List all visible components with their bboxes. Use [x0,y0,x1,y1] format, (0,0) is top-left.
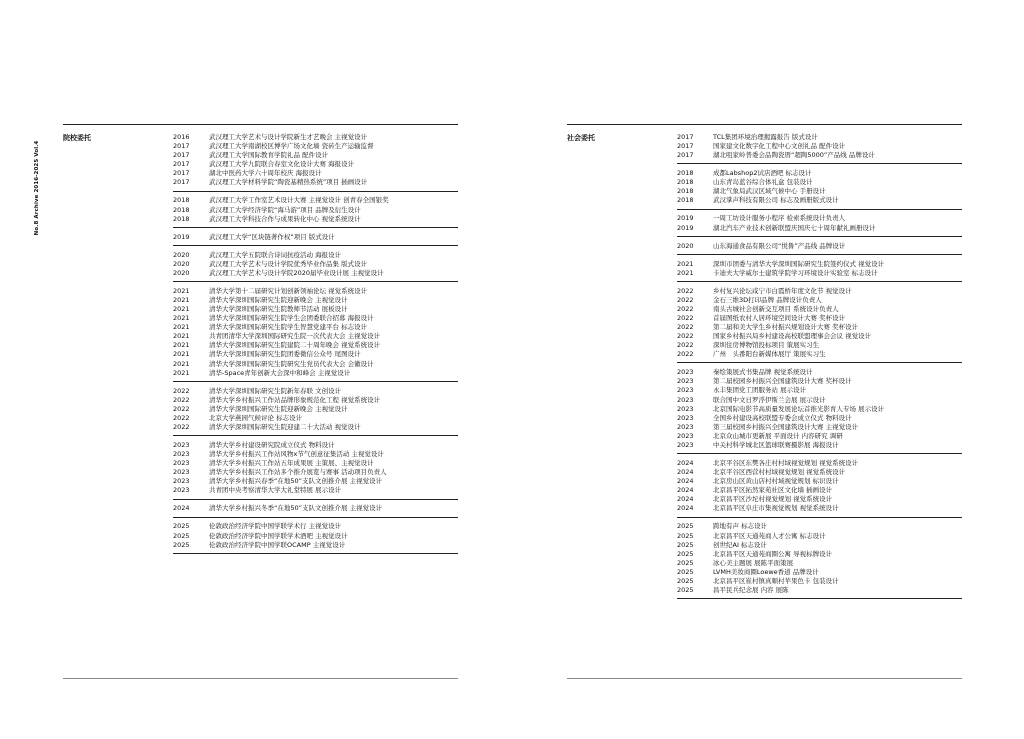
entry-row [677,178,962,187]
entry-year: 2022 [173,404,190,413]
entry-row [677,414,962,423]
bottom-rule [63,678,458,679]
entry-year: 2017 [677,151,694,160]
entry-text: 第二届和美大学生乡村振兴规划设计大赛 奖杯设计 [713,322,859,331]
entry-text: 伦敦政治经济学院中国学联学术酒吧 主视觉设计 [209,531,348,540]
entry-row [173,287,458,296]
entry-text: 全国乡村建设高校联盟专委会成立仪式 物料设计 [713,413,852,422]
entry-row [677,386,962,395]
entry-year: 2025 [677,549,694,558]
entry-text: 武汉理工大学工作室艺术设计大赛 主视觉设计 创青春全国银奖 [209,196,389,205]
entry-year: 2023 [677,377,694,386]
entry-year: 2021 [173,341,190,350]
entry-year: 2024 [677,477,694,486]
entry-year: 2016 [173,133,190,141]
entry-row [173,215,458,224]
entry-year: 2023 [677,395,694,404]
entry-row [173,260,458,269]
entry-year: 2021 [677,268,694,277]
entry-text: 跨地有声 标志设计 [713,522,768,531]
entry-text: 北京昌平区崔村镇真顺村苹果色卡 包装设计 [713,576,839,585]
entry-year: 2020 [173,268,190,277]
entry-year: 2021 [173,350,190,359]
entry-text: 清华大学深圳国际研究生院学生智慧党建平台 标志设计 [209,323,368,332]
entry-row [173,405,458,414]
entry-text: 武汉理工大学“区块链著作权”项目 版式设计 [209,232,335,241]
entry-text: 武汉理工大学国际教育学院礼品 配件设计 [209,151,329,160]
entry-year: 2023 [677,440,694,449]
entry-row [173,314,458,323]
entry-row [677,550,962,559]
entry-text: 武汉理工大学经济学院“海马游”项目 品牌及衍生设计 [209,205,361,214]
entry-row [173,196,458,205]
top-rule [63,124,458,125]
entry-text: 国家乡村振兴局乡村建设高校联盟理事会会议 视觉设计 [713,332,872,341]
entry-text: 清华大学乡村振兴工作站多个推介展览与赛事 活动项目负责人 [209,468,387,477]
top-rule [567,124,962,125]
section-heading: 院校委托 [63,134,91,142]
entry-row [677,242,962,251]
entry-year: 2023 [173,477,190,486]
entry-text: 清华大学深圳国际研究生院团委微信公众号 尾图设计 [209,350,361,359]
entry-row [173,504,458,513]
entry-row [173,486,458,495]
entry-text: 联合国中文日罗浮伊斯兰会展 展示设计 [713,395,826,404]
entry-year: 2025 [173,540,190,549]
entry-row [677,532,962,541]
entry-year: 2018 [677,187,694,196]
spine-text: No.8 Archive 2016-2025 Vol.4 [34,140,40,236]
entry-row [677,559,962,568]
entry-year: 2025 [677,522,694,531]
entry-row [677,169,962,178]
entry-text: 山东青岛蓝谷综合体礼盒 包装设计 [713,178,813,187]
year-group [173,251,458,282]
entry-row [173,305,458,314]
entry-text: 清华大学深圳国际研究生院迎新晚会 主视觉设计 [209,295,348,304]
entry-year: 2024 [677,468,694,477]
entry-text: 湖北中医药大学六十周年校庆 海报设计 [209,169,322,178]
entry-year: 2023 [677,413,694,422]
entry-row [677,441,962,450]
entry-text: 第三届校园乡村振兴全国建筑设计大赛 主视觉设计 [713,422,859,431]
entry-year: 2021 [173,368,190,377]
entry-text: 武汉理工大学艺术与设计学院新生才艺晚会 主视觉设计 [209,133,368,141]
entry-text: 北京平谷区东樊各庄村村域视觉规划 视觉系统设计 [713,458,859,467]
year-group [173,522,458,553]
entry-text: 北京昌平区阜庄市集视觉规划 视觉系统设计 [713,504,839,513]
entry-text: 湖北咀家岭普委会品陶瓷厝“超陶5000”产品线 品牌设计 [713,151,875,160]
entry-text: 清华大学深圳国际研究生院研究生党员代表大会 会徽设计 [209,359,374,368]
entry-row [677,323,962,332]
entry-year: 2022 [677,350,694,359]
entry-year: 2019 [173,232,190,241]
entry-text: 冰心美主题展 展陈平面策展 [713,558,794,567]
entry-year: 2025 [677,540,694,549]
entry-year: 2022 [677,341,694,350]
entry-text: 清华大学深圳国际研究生院迎新晚会 主视觉设计 [209,404,348,413]
entry-text: 清华大学乡村振兴春季“在地50”支队文创推介展 主视觉设计 [209,477,383,486]
entry-year: 2023 [173,459,190,468]
entry-text: 清华-Space青年创新大会深中和峰会 主视觉设计 [209,368,351,377]
entry-year: 2021 [173,314,190,323]
entry-row [173,341,458,350]
entry-text: 深圳市团委与清华大学深圳国际研究生院签约仪式 视觉设计 [713,259,885,268]
entry-text: 湖北汽车产业技术创新联盟庆国庆七十周年献礼画册设计 [713,223,876,232]
entry-text: 昌平民兵纪念展 内容 展陈 [713,586,789,595]
entry-text: 广州 头番阳台新媒体展厅 策展实习生 [713,350,826,359]
entry-row [677,459,962,468]
entry-year: 2022 [677,295,694,304]
entry-row [173,423,458,432]
entry-row [173,178,458,187]
entry-row [677,187,962,196]
entry-text: 山东海通食品有限公司“悦鲁”产品线 品牌设计 [713,241,846,250]
entry-row [677,368,962,377]
entry-row [677,432,962,441]
entry-text: 永丰集团党工团服务站 展示设计 [713,386,807,395]
entry-text: 伦敦政治经济学院中国学联OCAMP 主视觉设计 [209,540,346,549]
entry-year: 2022 [173,395,190,404]
entry-year: 2017 [173,160,190,169]
entry-year: 2018 [677,196,694,205]
entry-text: 武汉理工大学南湖校区博学广场文化墙 瓷砖生产运输监督 [209,142,374,151]
entry-year: 2025 [677,567,694,576]
entry-row [677,305,962,314]
entry-year: 2025 [677,558,694,567]
entry-year: 2018 [173,205,190,214]
entry-row [677,541,962,550]
entry-year: 2023 [173,486,190,495]
entry-year: 2023 [677,431,694,440]
entry-text: 武汉理工大学科技合作与成果转化中心 视觉系统设计 [209,214,361,223]
entry-year: 2018 [173,196,190,205]
year-group [677,287,962,364]
entry-row [173,142,458,151]
entry-row [677,296,962,305]
entry-text: 清华大学乡村建设研究院成立仪式 物料设计 [209,440,335,449]
entry-row [173,332,458,341]
entry-year: 2024 [677,495,694,504]
year-group [677,459,962,518]
entry-row [677,341,962,350]
entry-row [677,495,962,504]
entry-year: 2023 [677,422,694,431]
entry-row [173,151,458,160]
year-group [677,169,962,209]
entry-year: 2019 [677,223,694,232]
entry-text: 清华大学第十二届研究计划创新领袖论坛 视觉系统设计 [209,286,368,295]
entry-year: 2020 [677,241,694,250]
entry-year: 2021 [173,332,190,341]
entry-row [677,151,962,160]
entry-row [173,251,458,260]
entry-row [677,142,962,151]
entry-year: 2023 [173,440,190,449]
entry-row [677,377,962,386]
entry-year: 2022 [677,313,694,322]
entry-text: 国家建文化数字化工程中心文创礼品 配件设计 [713,142,846,151]
entry-year: 2025 [173,522,190,531]
entry-text: 清华大学深圳国际研究生院新年春联 文创设计 [209,386,342,395]
entry-row [173,414,458,423]
entry-year: 2017 [677,133,694,141]
entry-row [173,396,458,405]
entry-text: 清华大学乡村振兴冬季“在地50”支队文创推介展 主视觉设计 [209,504,383,513]
entry-year: 2022 [173,413,190,422]
entry-row [677,577,962,586]
entry-row [173,269,458,278]
entry-text: TCL集团环境治理揭露报告 版式设计 [713,133,818,141]
year-group [173,133,458,192]
entry-text: 清华大学深圳国际研究生院建院二十周年晚会 视觉系统设计 [209,341,381,350]
entry-row [173,387,458,396]
entry-text: 共青团清华大学深圳国际研究生院一次代表大会 主视觉设计 [209,332,381,341]
entry-year: 2017 [173,169,190,178]
year-group [677,260,962,282]
entry-text: 清华大学乡村振兴工作站五年成果展 主策展、主视觉设计 [209,459,374,468]
entry-row [677,133,962,142]
entry-row [173,360,458,369]
entry-text: 第二届校园乡村振兴全国建筑设计大赛 奖杯设计 [713,377,852,386]
entry-row [173,323,458,332]
entry-text: 南头古城社会创新交互项目 系统设计负责人 [713,304,839,313]
entry-row [677,522,962,531]
entry-year: 2022 [677,322,694,331]
entry-text: 共青团中央考察清华大学大礼堂特展 展示设计 [209,486,342,495]
entry-year: 2020 [173,250,190,259]
entry-text: 北京昌平区拓然家苑社区文化墙 插画设计 [713,486,833,495]
entry-text: 创世纪AI 标志设计 [713,540,767,549]
year-group [173,504,458,517]
entry-text: 北京昌平区天通苑商圈公寓 导视标牌设计 [713,549,833,558]
entry-year: 2018 [677,178,694,187]
entry-text: 首届图纸农村人居环境空间设计大赛 奖杯设计 [713,313,846,322]
entry-groups [173,133,458,559]
entry-year: 2021 [173,359,190,368]
entry-year: 2025 [677,586,694,595]
year-group [173,287,458,382]
entry-year: 2022 [677,332,694,341]
entry-year: 2021 [677,259,694,268]
entry-text: 北京国际电影节高质量发展论坛首推光影育人专场 展示设计 [713,404,885,413]
entry-row [677,477,962,486]
entry-year: 2022 [173,422,190,431]
entry-text: 武汉掌声科技有限公司 标志及画册版式设计 [713,196,839,205]
year-group [677,214,962,236]
entry-text: 武汉理工大学材料学院“陶瓷基精热系统”项目 插画设计 [209,178,368,187]
year-group [677,522,962,599]
entry-row [677,504,962,513]
entry-year: 2017 [173,151,190,160]
entry-year: 2019 [677,214,694,223]
entry-row [173,441,458,450]
entry-text: 乡村复兴论坛咸宁市白霞桥年度文化节 视觉设计 [713,286,852,295]
section-heading: 社会委托 [567,134,595,142]
year-group [173,233,458,246]
entry-row [677,287,962,296]
entry-year: 2023 [677,404,694,413]
entry-text: 一周工坊设计服务小程序 检索系统设计负责人 [713,214,846,223]
entry-year: 2017 [173,178,190,187]
entry-text: 北京房山区黄山店村村域视觉规划 标识设计 [713,477,839,486]
entry-text: 北京平谷区西营村村域视觉规划 视觉系统设计 [713,468,846,477]
entry-row [677,314,962,323]
entry-row [173,350,458,359]
entry-text: 武汉理工大学艺术与设计学院优秀毕业作品集 版式设计 [209,259,368,268]
entry-text: 清华大学深圳国际研究生院教师节活动 展板设计 [209,304,348,313]
entry-row [173,459,458,468]
entry-year: 2023 [173,450,190,459]
entry-year: 2023 [677,386,694,395]
entry-row [677,486,962,495]
entry-year: 2021 [173,295,190,304]
entry-row [677,224,962,233]
entry-text: 北京昌平区天通苑商人才公寓 标志设计 [713,531,826,540]
entry-text: 卡迪夫大学威尔士建筑学院学习环境设计实验室 标志设计 [713,268,878,277]
entry-text: 武汉理工大学艺术与设计学院2020届毕业设计展 主视觉设计 [209,268,384,277]
entry-row [677,568,962,577]
entry-row [677,350,962,359]
entry-year: 2020 [173,259,190,268]
year-group [173,196,458,227]
entry-year: 2024 [677,458,694,467]
entry-text: 湖北气象局武汉区域气候中心 手册设计 [713,187,826,196]
entry-year: 2017 [173,142,190,151]
entry-row [173,160,458,169]
entry-row [173,468,458,477]
entry-row [173,477,458,486]
entry-text: 中关村科学城北区篮球联赛摄影展 海报设计 [713,440,839,449]
entry-text: 金石三维3D打印品牌 品牌设计负责人 [713,295,822,304]
entry-text: 武汉理工大学九院联合春室文化设计大赛 海报设计 [209,160,355,169]
bottom-rule [567,678,962,679]
entry-year: 2024 [677,504,694,513]
entry-year: 2022 [173,386,190,395]
entry-row [173,450,458,459]
entry-year: 2023 [173,468,190,477]
entry-text: 秦绘策展式书集品牌 视觉系统设计 [713,368,813,377]
entry-text: 清华大学乡村振兴工作站风物x节气创意征集活动 主视觉设计 [209,450,384,459]
entry-text: 成都Labshop2试店酒吧 标志设计 [713,169,812,178]
entry-groups [677,133,962,604]
entry-year: 2025 [677,576,694,585]
entry-row [677,405,962,414]
entry-row [677,468,962,477]
entry-year: 2018 [173,214,190,223]
entry-row [173,541,458,550]
entry-row [173,532,458,541]
entry-year: 2017 [677,142,694,151]
entry-text: 伦敦政治经济学院中国学联学术行 主视觉设计 [209,522,342,531]
entry-year: 2023 [677,368,694,377]
entry-year: 2025 [677,531,694,540]
entry-text: 武汉理工大学五院联合诗词抗疫活动 海报设计 [209,250,342,259]
entry-row [173,169,458,178]
entry-text: 清华大学深圳国际研究生院迎建二十大活动 视觉设计 [209,422,361,431]
year-group [677,368,962,454]
entry-row [677,423,962,432]
entry-text: 清华大学乡村振兴工作站品牌形象规范化工程 视觉系统设计 [209,395,381,404]
entry-row [677,586,962,595]
entry-year: 2022 [677,304,694,313]
entry-row [173,233,458,242]
entry-row [677,214,962,223]
entry-text: 深圳住房博物馆投标项目 策展实习生 [713,341,820,350]
entry-year: 2018 [677,169,694,178]
entry-text: LVMH美妆商圈Loewe香道 品牌设计 [713,567,819,576]
entry-row [677,332,962,341]
entry-text: 北京众山城市更新展 平面设计 内容研究 调研 [713,431,843,440]
entry-text: 北京昌平区沙坨村视觉规划 视觉系统设计 [713,495,833,504]
entry-row [677,260,962,269]
entry-year: 2021 [173,323,190,332]
entry-row [677,269,962,278]
entry-row [173,522,458,531]
entry-row [173,296,458,305]
entry-year: 2021 [173,286,190,295]
entry-year: 2025 [173,531,190,540]
entry-text: 北京大学燕园气候评论 标志设计 [209,413,303,422]
entry-row [677,396,962,405]
entry-row [173,133,458,142]
entry-row [173,206,458,215]
spine-label [30,118,44,258]
entry-text: 清华大学深圳国际研究生院学生会团委联合招募 海报设计 [209,314,374,323]
year-group [173,387,458,436]
year-group [173,441,458,500]
entry-year: 2024 [677,486,694,495]
year-group [677,242,962,255]
entry-row [677,196,962,205]
entry-year: 2024 [173,504,190,513]
entry-year: 2021 [173,304,190,313]
entry-row [173,369,458,378]
year-group [677,133,962,164]
entry-year: 2022 [677,286,694,295]
